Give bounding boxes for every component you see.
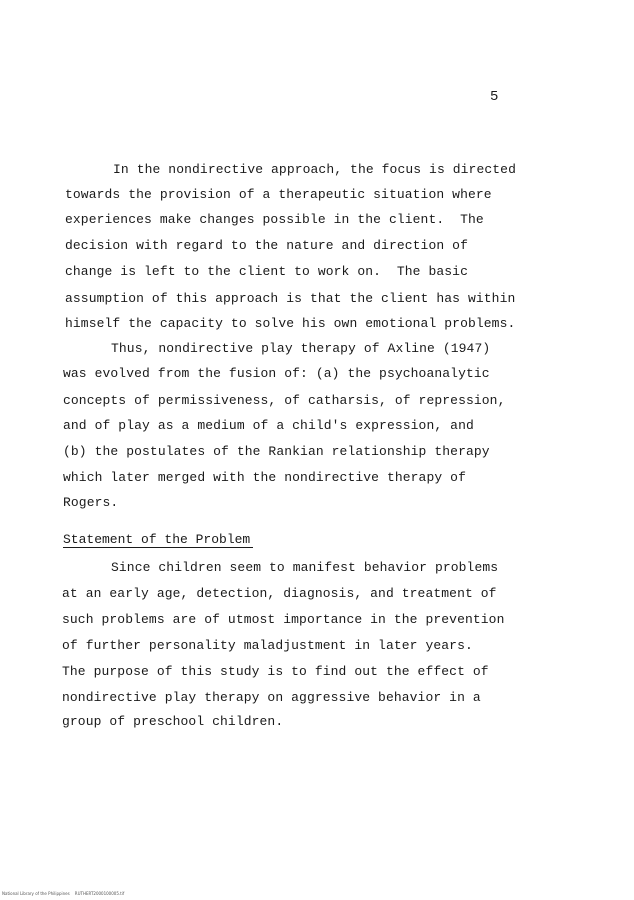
- text-line: at an early age, detection, diagnosis, and treatment of: [62, 586, 497, 601]
- text-line: such problems are of utmost importance in the prevention: [62, 612, 505, 627]
- text-line: towards the provision of a therapeutic situation where: [65, 187, 492, 202]
- text-line: and of play as a medium of a child's expression, and: [63, 418, 474, 433]
- text-line: The purpose of this study is to find out the effect of: [62, 664, 489, 679]
- scan-footer: National Library of the Philippines RUTHERT2000100005.tif: [2, 891, 125, 896]
- text-line: was evolved from the fusion of: (a) the psychoanalytic: [63, 366, 490, 381]
- text-line: which later merged with the nondirective therapy of: [63, 470, 466, 485]
- text-line: (b) the postulates of the Rankian relationship therapy: [63, 444, 490, 459]
- text-line: assumption of this approach is that the client has within: [65, 291, 516, 306]
- text-line: change is left to the client to work on. The basic: [65, 264, 468, 279]
- text-line: of further personality maladjustment in later years.: [62, 638, 473, 653]
- text-line: group of preschool children.: [62, 714, 284, 729]
- text-line: decision with regard to the nature and direction of: [65, 238, 468, 253]
- text-line: In the nondirective approach, the focus is directed: [113, 162, 516, 177]
- text-line: Since children seem to manifest behavior problems: [111, 560, 499, 575]
- text-line: concepts of permissiveness, of catharsis, of repression,: [63, 393, 506, 408]
- text-line: Rogers.: [63, 495, 119, 510]
- text-line: Thus, nondirective play therapy of Axline (1947): [111, 341, 491, 356]
- section-heading: Statement of the Problem: [63, 532, 251, 547]
- text-line: himself the capacity to solve his own emotional problems.: [65, 316, 516, 331]
- text-line: nondirective play therapy on aggressive behavior in a: [62, 690, 481, 705]
- heading-underline: [63, 547, 253, 548]
- page-number: 5: [490, 89, 499, 105]
- text-line: experiences make changes possible in the client. The: [65, 212, 484, 227]
